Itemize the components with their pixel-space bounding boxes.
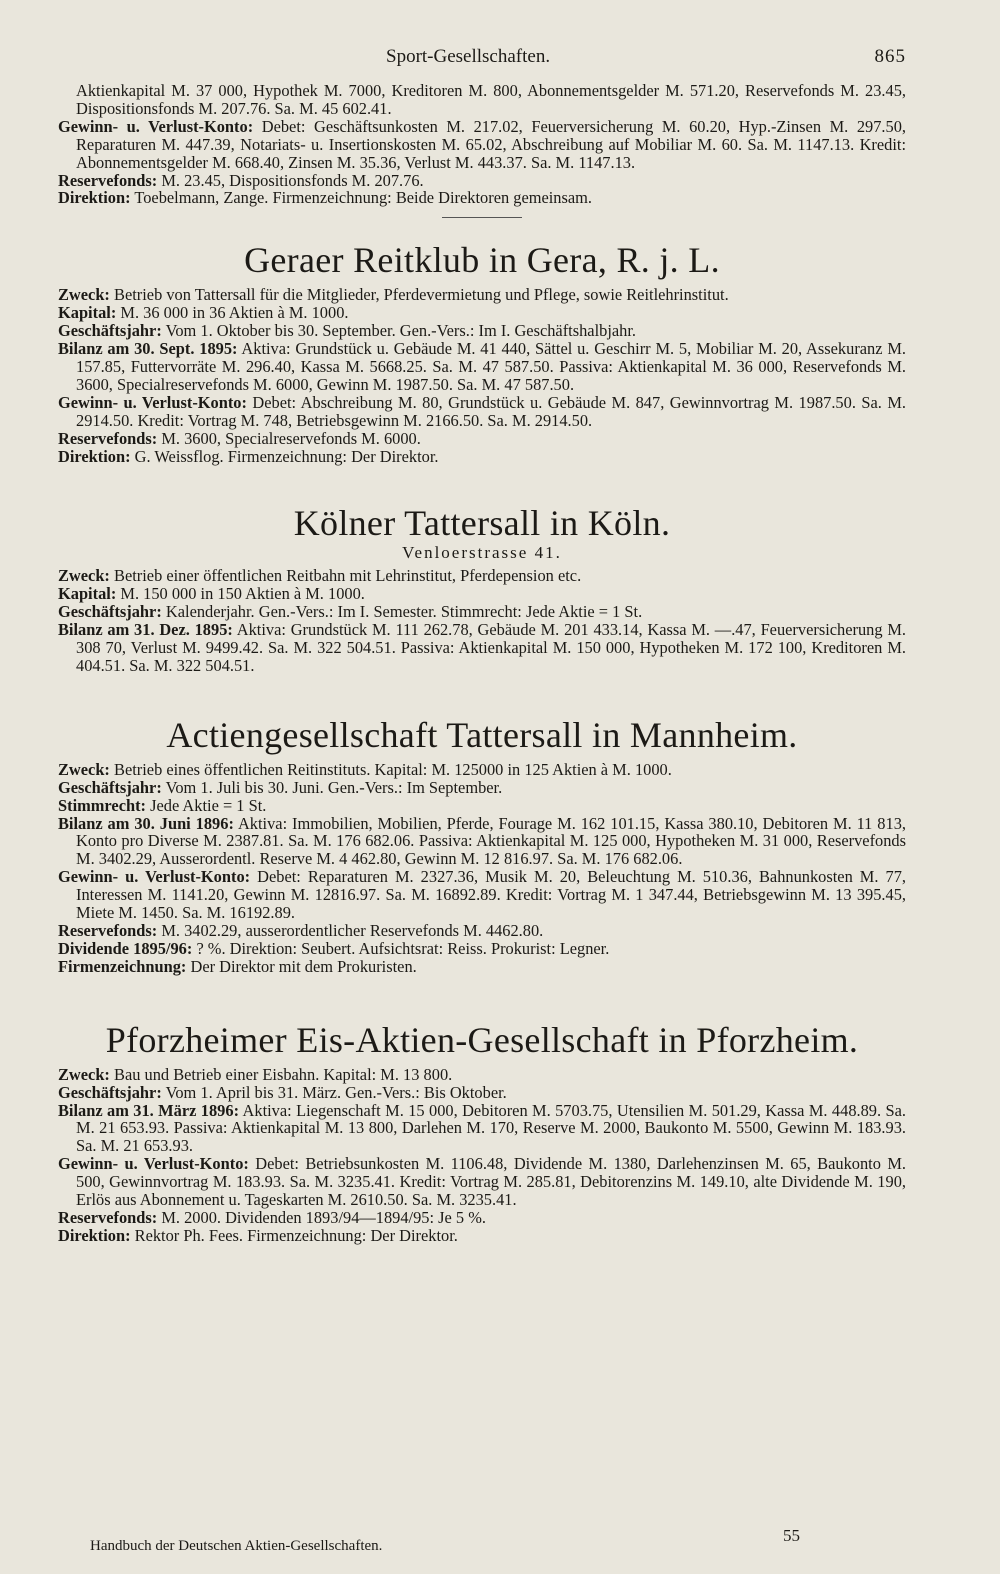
paragraph-label: Firmenzeichnung:: [58, 956, 187, 976]
paragraph-text: Kalenderjahr. Gen.-Vers.: Im I. Semester. Stimmrecht: Jede Aktie = 1 St.: [165, 602, 643, 622]
paragraph-label: Reservefonds:: [58, 428, 158, 448]
section-paragraph: [58, 394, 906, 430]
paragraph-label: Geschäftsjahr:: [58, 602, 162, 622]
paragraph-text: Debet: Reparaturen M. 2327.36, Musik M. 20, Beleuchtung M. 510.36, Bahnunkosten M. 77, Interessen M. 1141.20, Gewinn M. 12816.97. Sa. M. 16892.89. Kredit: Vortrag M. 1 347.44, Betriebsgewinn M. 13 395.45, Miete M. 1450. Sa. M. 16192.89.: [76, 867, 906, 923]
page-number: 865: [874, 46, 906, 67]
paragraph-label: Direktion:: [58, 188, 131, 208]
section-title: Kölner Tattersall in Köln.: [293, 503, 671, 544]
paragraph-label: Gewinn- u. Verlust-Konto:: [58, 116, 254, 136]
paragraph-text: Vom 1. Oktober bis 30. September. Gen.-Vers.: Im I. Geschäftshalbjahr.: [165, 321, 636, 341]
paragraph-text: Vom 1. April bis 31. März. Gen.-Vers.: Bis Oktober.: [165, 1082, 507, 1102]
paragraph-text: G. Weissflog. Firmenzeichnung: Der Direktor.: [134, 446, 439, 466]
paragraph-label: Kapital:: [58, 584, 117, 604]
section-geraer-reitklub: [58, 240, 906, 465]
section-paragraph: [58, 1084, 906, 1102]
intro-paragraph: [58, 189, 906, 207]
paragraph-label: Geschäftsjahr:: [58, 321, 162, 341]
section-paragraph: [58, 286, 906, 304]
intro-paragraph: [58, 82, 906, 118]
section-paragraph: [58, 940, 906, 958]
paragraph-label: Geschäftsjahr:: [58, 1082, 162, 1102]
page-header: [58, 46, 906, 82]
paragraph-text: Debet: Abschreibung M. 80, Grundstück u. Gebäude M. 847, Gewinnvortrag M. 1987.50. Sa. M. 2914.50. Kredit: Vortrag M. 748, Betriebsgewinn M. 2166.50. Sa. M. 2914.50.: [76, 392, 906, 430]
footer-title: Handbuch der Deutschen Aktien-Gesellschaften.: [90, 1538, 383, 1554]
paragraph-label: Reservefonds:: [58, 921, 158, 940]
paragraph-label: Direktion:: [58, 446, 131, 466]
section-paragraph: [58, 567, 906, 585]
section-paragraph: [58, 322, 906, 340]
paragraph-text: Aktiva: Immobilien, Mobilien, Pferde, Fourage M. 162 101.15, Kassa 380.10, Debitoren M. 11 813, Konto pro Diverse M. 2387.81. Sa. M. 176 682.06. Passiva: Aktienkapital M. 125 000, Hypotheken M. 31 000, Reservefonds M. 3402.29, Ausserordentl. Reserve M. 4 462.80, Gewinn M. 12 816.97. Sa. M. 176 682.06.: [76, 813, 906, 869]
paragraph-text: Toebelmann, Zange. Firmenzeichnung: Beide Direktoren gemeinsam.: [134, 188, 592, 208]
paragraph-text: Bau und Betrieb einer Eisbahn. Kapital: M. 13 800.: [114, 1064, 453, 1084]
section-divider: [442, 217, 522, 218]
paragraph-text: Rektor Ph. Fees. Firmenzeichnung: Der Direktor.: [134, 1225, 458, 1245]
section-koelner-tattersall: [58, 503, 906, 674]
paragraph-text: ? %. Direktion: Seubert. Aufsichtsrat: Reiss. Prokurist: Legner.: [196, 938, 610, 958]
paragraph-label: Gewinn- u. Verlust-Konto:: [58, 1154, 249, 1174]
paragraph-text: Debet: Betriebsunkosten M. 1106.48, Dividende M. 1380, Darlehenzinsen M. 65, Baukonto M. 500, Gewinnvortrag M. 183.93. Sa. M. 3235.41. Kredit: Vortrag M. 285.81, Debitorenzins M. 149.10, alte Dividende M. 190, Erlös aus Abonnement u. Tageskarten M. 2610.50. Sa. M. 3235.41.: [76, 1154, 906, 1210]
paragraph-text: Vom 1. Juli bis 30. Juni. Gen.-Vers.: Im September.: [165, 777, 503, 797]
section-paragraph: [58, 1209, 906, 1227]
paragraph-label: Geschäftsjahr:: [58, 777, 162, 797]
section-paragraph: [58, 1102, 906, 1156]
paragraph-text: Debet: Geschäftsunkosten M. 217.02, Feuerversicherung M. 60.20, Hyp.-Zinsen M. 297.50, Reparaturen M. 447.39, Notariats- u. Insertionskosten M. 65.02, Abschreibung auf Mobiliar M. 60. Sa. M. 1147.13. Kredit: Abonnementsgelder M. 668.40, Zinsen M. 35.36, Verlust M. 443.37. Sa. M. 1147.13.: [76, 116, 906, 172]
paragraph-text: M. 23.45, Dispositionsfonds M. 207.76.: [161, 170, 424, 190]
paragraph-text: M. 3600, Specialreservefonds M. 6000.: [161, 428, 421, 448]
section-title: Actiengesellschaft Tattersall in Mannheim.: [166, 714, 798, 755]
section-paragraph: [58, 603, 906, 621]
intro-paragraph: [58, 172, 906, 190]
intro-paragraph: [58, 118, 906, 172]
paragraph-text: Jede Aktie = 1 St.: [150, 795, 267, 815]
paragraph-text: M. 36 000 in 36 Aktien à M. 1000.: [120, 303, 349, 323]
section-subtitle: Venloerstrasse 41.: [402, 543, 562, 563]
paragraph-text: Betrieb einer öffentlichen Reitbahn mit Lehrinstitut, Pferdepension etc.: [114, 566, 582, 586]
section-paragraph: [58, 1155, 906, 1209]
page-footer: [90, 1526, 800, 1555]
paragraph-text: Betrieb eines öffentlichen Reitinstituts. Kapital: M. 125000 in 125 Aktien à M. 1000.: [114, 759, 672, 779]
paragraph-label: Direktion:: [58, 1225, 131, 1245]
paragraph-text: Betrieb von Tattersall für die Mitglieder, Pferdevermietung und Pflege, sowie Reitlehrinstitut.: [114, 285, 729, 305]
paragraph-label: Kapital:: [58, 303, 117, 323]
section-paragraph: [58, 1227, 906, 1245]
section-paragraph: [58, 922, 906, 940]
paragraph-label: Gewinn- u. Verlust-Konto:: [58, 867, 251, 887]
section-paragraph: [58, 585, 906, 603]
section-paragraph: [58, 815, 906, 869]
section-paragraph: [58, 761, 906, 779]
section-paragraph: [58, 1066, 906, 1084]
section-paragraph: [58, 304, 906, 322]
section-title: Pforzheimer Eis-Aktien-Gesellschaft in Pforzheim.: [105, 1019, 859, 1060]
section-paragraph: [58, 448, 906, 466]
section-title: Geraer Reitklub in Gera, R. j. L.: [244, 240, 720, 281]
section-paragraph: [58, 779, 906, 797]
paragraph-label: Bilanz am 30. Sept. 1895:: [58, 339, 238, 359]
paragraph-text: M. 2000. Dividenden 1893/94—1894/95: Je 5 %.: [161, 1207, 486, 1227]
signature-mark: 55: [783, 1526, 800, 1545]
paragraph-label: Stimmrecht:: [58, 795, 146, 815]
section-paragraph: [58, 797, 906, 815]
paragraph-label: Zweck:: [58, 566, 110, 586]
paragraph-label: Zweck:: [58, 285, 110, 305]
section-pforzheimer-eis: [58, 1020, 906, 1245]
paragraph-text: Aktiva: Liegenschaft M. 15 000, Debitoren M. 5703.75, Utensilien M. 501.29, Kassa M. 448.89. Sa. M. 21 653.93. Passiva: Aktienkapital M. 13 800, Darlehen M. 170, Reserve M. 2000, Baukonto M. 5500, Gewinn M. 183.93. Sa. M. 21 653.93.: [76, 1100, 906, 1156]
paragraph-label: Gewinn- u. Verlust-Konto:: [58, 392, 247, 412]
paragraph-label: Bilanz am 31. Dez. 1895:: [58, 620, 233, 640]
section-paragraph: [58, 621, 906, 675]
paragraph-label: Dividende 1895/96:: [58, 938, 193, 958]
paragraph-text: Aktiva: Grundstück u. Gebäude M. 41 440, Sättel u. Geschirr M. 5, Mobiliar M. 20, Assekuranz M. 157.85, Futtervorräte M. 296.40, Kassa M. 5668.25. Sa. M. 47 587.50. Passiva: Aktienkapital M. 36 000, Reservefonds M. 3600, Specialreservefonds M. 6000, Gewinn M. 1987.50. Sa. M. 47 587.50.: [76, 339, 906, 394]
paragraph-text: Aktienkapital M. 37 000, Hypothek M. 7000, Kreditoren M. 800, Abonnementsgelder M. 571.20, Reservefonds M. 23.45, Dispositionsfonds M. 207.76. Sa. M. 45 602.41.: [76, 81, 906, 118]
paragraph-label: Reservefonds:: [58, 170, 158, 190]
paragraph-label: Reservefonds:: [58, 1207, 158, 1227]
paragraph-label: Zweck:: [58, 1064, 110, 1084]
paragraph-label: Bilanz am 30. Juni 1896:: [58, 813, 234, 833]
paragraph-text: Aktiva: Grundstück M. 111 262.78, Gebäude M. 201 433.14, Kassa M. —.47, Feuerversicherung M. 308 70, Verlust M. 9499.42. Sa. M. 322 504.51. Passiva: Aktienkapital M. 150 000, Hypotheken M. 172 100, Kreditoren M. 404.51. Sa. M. 322 504.51.: [76, 620, 907, 675]
paragraph-text: M. 150 000 in 150 Aktien à M. 1000.: [120, 584, 365, 604]
paragraph-text: M. 3402.29, ausserordentlicher Reservefonds M. 4462.80.: [161, 921, 544, 940]
section-paragraph: [58, 958, 906, 976]
section-tattersall-mannheim: [58, 715, 906, 976]
section-paragraph: [58, 340, 906, 394]
paragraph-label: Bilanz am 31. März 1896:: [58, 1100, 240, 1120]
section-paragraph: [58, 868, 906, 922]
intro-block: [58, 82, 906, 207]
paragraph-text: Der Direktor mit dem Prokuristen.: [190, 956, 417, 976]
paragraph-label: Zweck:: [58, 759, 110, 779]
section-paragraph: [58, 430, 906, 448]
running-title: Sport-Gesellschaften.: [386, 46, 551, 67]
